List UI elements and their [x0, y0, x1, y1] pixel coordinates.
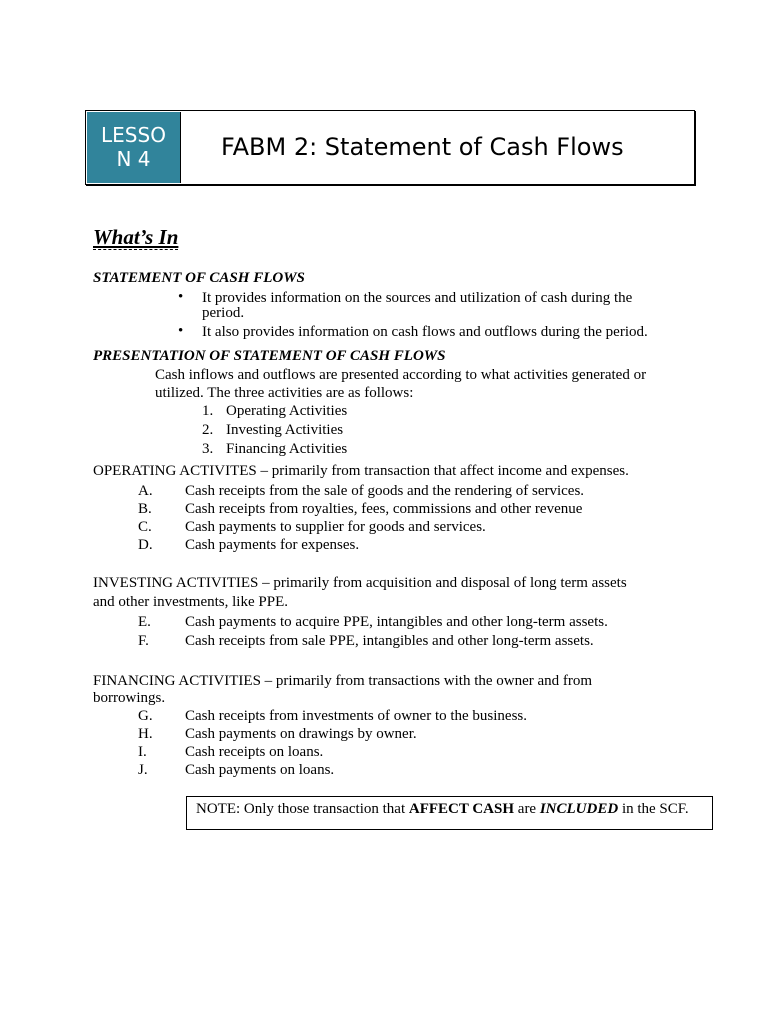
scf-heading: STATEMENT OF CASH FLOWS	[93, 270, 305, 286]
bullet-marker: •	[178, 289, 184, 305]
operating-item-text: Cash receipts from royalties, fees, commissions and other revenue	[185, 501, 583, 517]
bullet-marker: •	[178, 323, 184, 339]
financing-item-text: Cash payments on drawings by owner.	[185, 726, 417, 742]
financing-item-letter: I.	[138, 744, 147, 760]
lesson-number-badge	[87, 112, 181, 183]
note-part-3: in the SCF.	[618, 801, 689, 817]
financing-intro-line-1: FINANCING ACTIVITIES – primarily from transactions with the owner and from	[93, 673, 593, 689]
investing-item-letter: F.	[138, 633, 149, 649]
presentation-intro-line-2: utilized. The three activities are as follows:	[155, 385, 414, 401]
lesson-header	[85, 110, 695, 185]
financing-item-letter: J.	[138, 762, 148, 778]
investing-item-text: Cash receipts from sale PPE, intangibles and other long-term assets.	[185, 633, 594, 649]
lesson-label-line1: LESSO	[101, 123, 166, 147]
activity-label: Investing Activities	[226, 422, 344, 438]
note-text	[196, 801, 696, 818]
operating-intro: OPERATING ACTIVITES – primarily from transaction that affect income and expenses.	[93, 463, 629, 479]
investing-intro-line-2: and other investments, like PPE.	[93, 594, 288, 610]
financing-item-letter: G.	[138, 708, 153, 724]
activity-number: 1.	[202, 403, 214, 419]
presentation-intro-line-1: Cash inflows and outflows are presented according to what activities generated or	[155, 367, 647, 383]
operating-item-text: Cash payments for expenses.	[185, 537, 360, 553]
financing-item-letter: H.	[138, 726, 153, 742]
lesson-label-line2: N 4	[116, 147, 151, 171]
lesson-title: FABM 2: Statement of Cash Flows	[221, 133, 624, 161]
presentation-heading: PRESENTATION OF STATEMENT OF CASH FLOWS	[93, 348, 446, 364]
operating-item-text: Cash receipts from the sale of goods and the rendering of services.	[185, 483, 585, 499]
note-box	[186, 796, 713, 830]
scf-bullet-2: It also provides information on cash flows and outflows during the period.	[202, 324, 648, 340]
investing-item-text: Cash payments to acquire PPE, intangibles and other long-term assets.	[185, 614, 608, 630]
note-part-2: are	[514, 801, 540, 817]
operating-item-letter: C.	[138, 519, 152, 535]
financing-intro-line-2: borrowings.	[93, 690, 166, 706]
financing-item-text: Cash receipts on loans.	[185, 744, 324, 760]
activity-label: Operating Activities	[226, 403, 348, 419]
investing-intro-line-1: INVESTING ACTIVITIES – primarily from acquisition and disposal of long term assets	[93, 575, 627, 591]
scf-bullet-1-line-1: It provides information on the sources and utilization of cash during the	[202, 290, 633, 306]
note-emphasis-included: INCLUDED	[539, 801, 619, 817]
financing-item-text: Cash receipts from investments of owner to the business.	[185, 708, 528, 724]
note-part-1: NOTE: Only those transaction that	[196, 801, 409, 817]
note-emphasis-affect-cash: AFFECT CASH	[408, 801, 515, 817]
activity-label: Financing Activities	[226, 441, 348, 457]
investing-item-letter: E.	[138, 614, 151, 630]
financing-item-text: Cash payments on loans.	[185, 762, 335, 778]
operating-item-letter: A.	[138, 483, 153, 499]
operating-item-letter: B.	[138, 501, 152, 517]
scf-bullet-1-line-2: period.	[202, 305, 245, 321]
activity-number: 2.	[202, 422, 214, 438]
operating-item-text: Cash payments to supplier for goods and services.	[185, 519, 486, 535]
section-title: What’s In	[93, 225, 179, 249]
activity-number: 3.	[202, 441, 214, 457]
operating-item-letter: D.	[138, 537, 153, 553]
